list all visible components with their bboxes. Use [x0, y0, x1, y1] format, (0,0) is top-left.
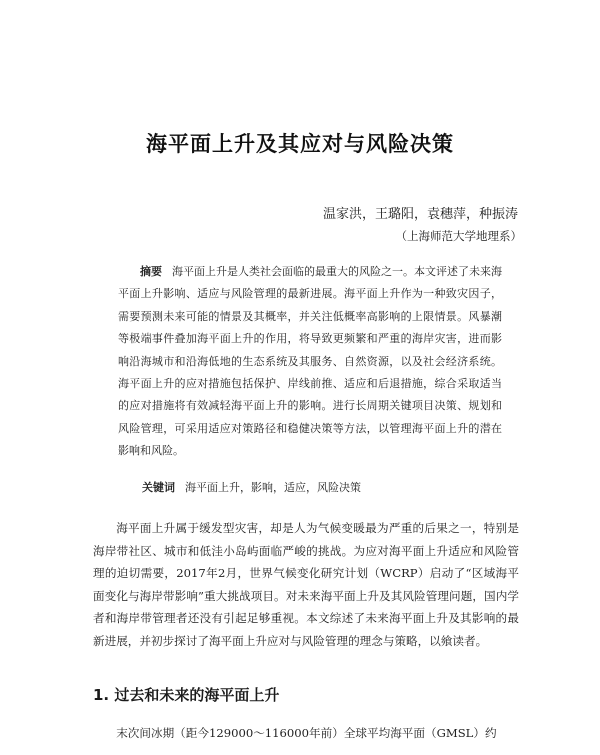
abstract-label: 摘要: [140, 265, 162, 278]
section-first-line: 末次间冰期（距今129000～116000年前）全球平均海平面（GMSL）约: [116, 726, 497, 740]
abstract-text: 海平面上升是人类社会面临的最重大的风险之一。本文评述了未来海平面上升影响、适应与风险管理的最新进展。海平面上升作为一种致灾因子，需要预测未来可能的情景及其概率，并关注低概率高影响的上限情景。风暴潮等极端事件叠加海平面上升的作用，将导致更频繁和严重的海岸灾害，进而影响沿海城市和沿海低地的生态系统及其服务、自然资源，以及社会经济系统。海平面上升的应对措施包括保护、岸线前推、适应和后退措施，综合采取适当的应对措施将有效减轻海平面上升的影响。进行长周期关键项目决策、规划和风险管理，可采用适应对策路径和稳健决策等方法，以管理海平面上升的潜在影响和风险。: [118, 265, 502, 458]
authors: 温家洪，王璐阳，袁穗萍，种振涛: [322, 207, 518, 222]
keywords-label: 关键词: [142, 481, 175, 494]
keywords-text: 海平面上升，影响，适应，风险决策: [185, 481, 361, 494]
section-heading: 1. 过去和未来的海平面上升: [93, 686, 280, 704]
intro-paragraph: 海平面上升属于缓发型灾害，却是人为气候变暖最为严重的后果之一，特别是海岸带社区、城市和低洼小岛屿面临严峻的挑战。为应对海平面上升适应和风险管理的迫切需要，2017年2月，世界气候变化研究计划（WCRP）启动了“区域海平面变化与海岸带影响”重大挑战项目。对未来海平面上升及其风险管理问题，国内学者和海岸带管理者还没有引起足够重视。本文综述了未来海平面上升及其影响的最新进展，并初步探讨了海平面上升应对与风险管理的理念与策略，以飨读者。: [93, 521, 519, 648]
abstract: [118, 261, 502, 463]
keywords: [142, 479, 361, 495]
page-title: 海平面上升及其应对与风险决策: [146, 132, 454, 156]
affiliation: （上海师范大学地理系）: [395, 229, 522, 243]
